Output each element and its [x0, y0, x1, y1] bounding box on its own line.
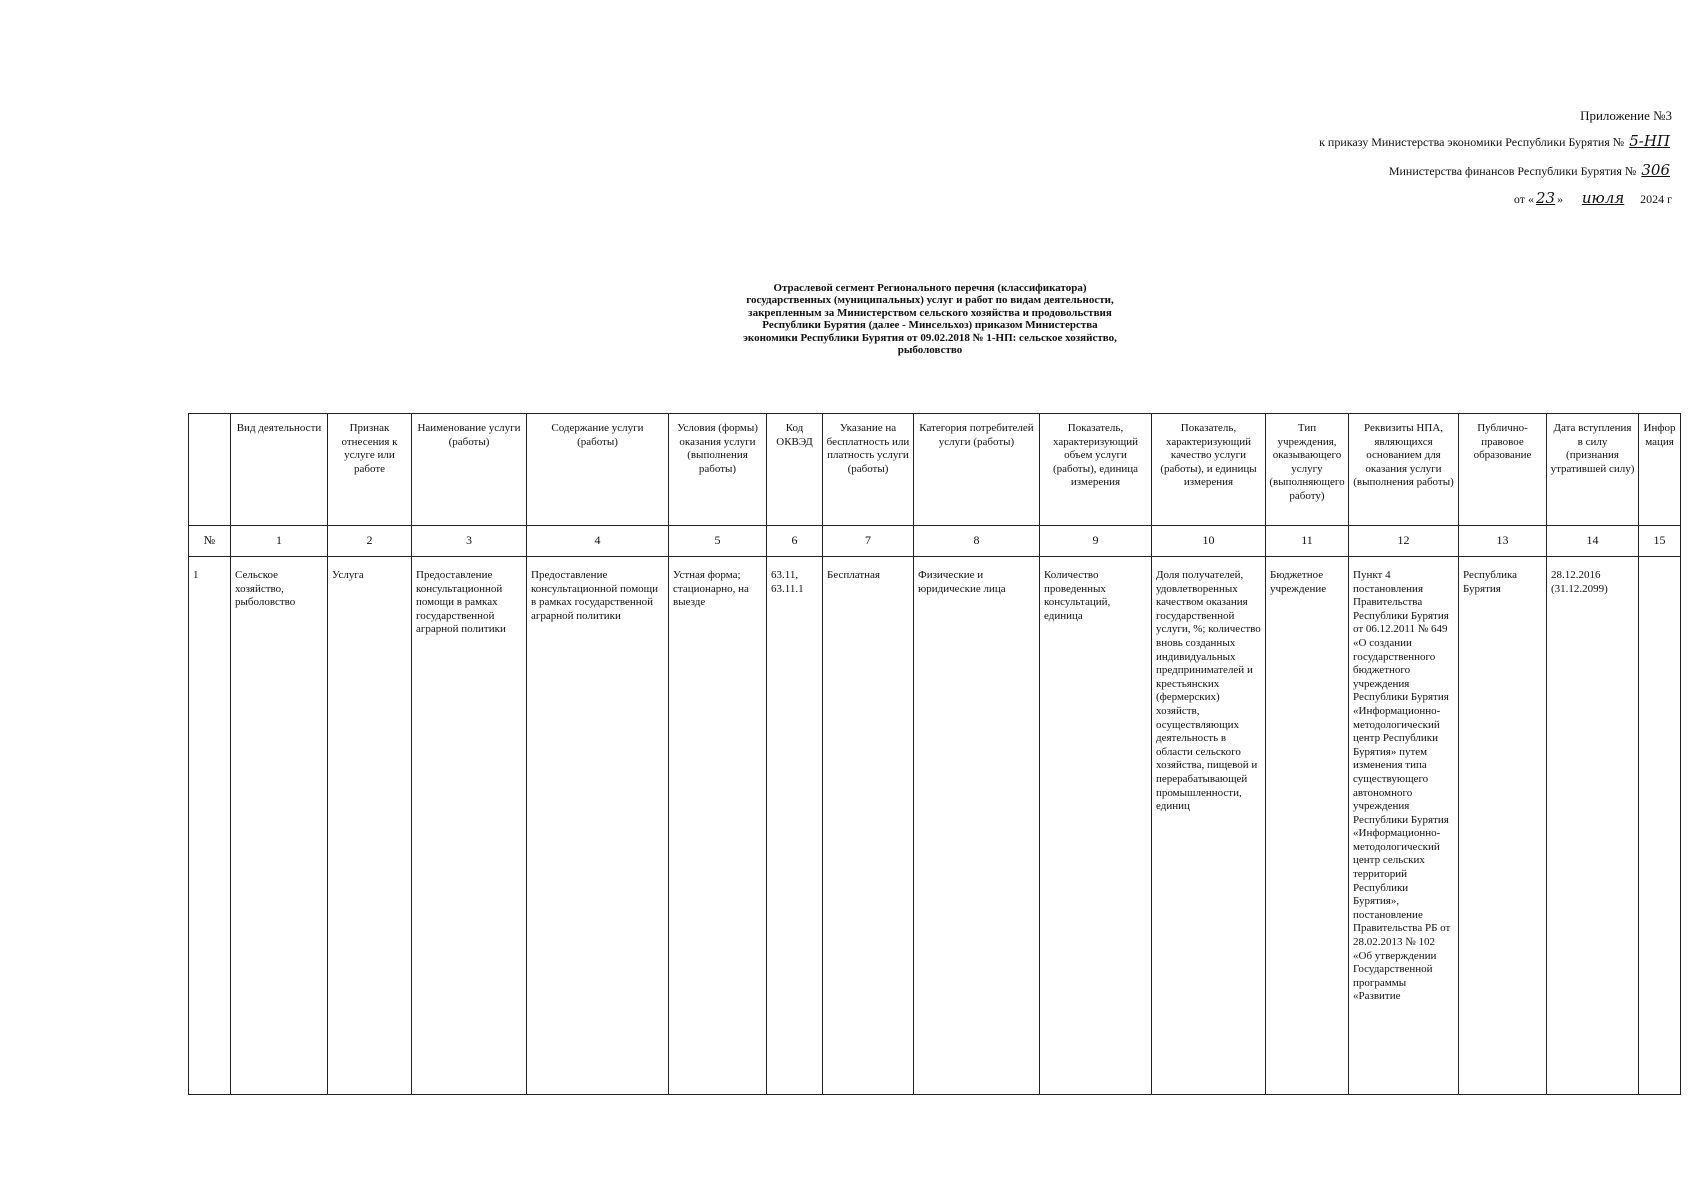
header-cell: Категория потребителей услуги (работы) [914, 414, 1040, 526]
header-cell: Показатель, характеризующий объем услуги (работы), единица измерения [1040, 414, 1152, 526]
finance-number: 306 [1641, 161, 1670, 179]
finance-prefix: Министерства финансов Республики Бурятия № [1388, 164, 1637, 178]
column-number: 11 [1266, 526, 1349, 557]
column-number: 6 [767, 526, 823, 557]
order-number: 5-НП [1629, 132, 1670, 150]
table-cell: Пункт 4 постановления Правительства Республики Бурятия от 06.12.2011 № 649 «О создании государственного бюджетного учреждения Республики Бурятия «Информационно-методологический центр Республики Бурятия» путем изменения типа существующего автономного учреждения Республики Бурятия «Информационно-методологический центр сельских территорий Республики Бурятия», постановление Правительства РБ от 28.02.2013 № 102 «Об утверждении Государственной программы «Развитие [1349, 557, 1459, 1095]
date-day: 23 [1535, 189, 1556, 207]
column-number: 12 [1349, 526, 1459, 557]
column-number: 9 [1040, 526, 1152, 557]
table-cell: Устная форма; стационарно, на выезде [669, 557, 767, 1095]
header-cell: Признак отнесения к услуге или работе [328, 414, 412, 526]
table-cell: Республика Бурятия [1459, 557, 1547, 1095]
column-number: 10 [1152, 526, 1266, 557]
column-number: 7 [823, 526, 914, 557]
finance-line [1389, 162, 1672, 179]
table-row [189, 557, 1681, 1095]
column-number: 3 [412, 526, 527, 557]
column-number: № [189, 526, 231, 557]
header-cell: Условия (формы) оказания услуги (выполнения работы) [669, 414, 767, 526]
column-number: 4 [527, 526, 669, 557]
table-cell: Сельское хозяйство, рыболовство [231, 557, 328, 1095]
table-cell: 63.11, 63.11.1 [767, 557, 823, 1095]
table-cell: Бюджетное учреждение [1266, 557, 1349, 1095]
header-cell [189, 414, 231, 526]
header-cell: Содержание услуги (работы) [527, 414, 669, 526]
table-cell [1639, 557, 1681, 1095]
date-prefix: от « [1513, 192, 1534, 206]
header-cell: Код ОКВЭД [767, 414, 823, 526]
document-title: Отраслевой сегмент Регионального перечня (классификатора) государственных (муниципальных) услуг и работ по видам деятельности, закрепленным за Министерством сельского хозяйства и продовольствия Республики Бурятия (далее - Минсельхоз) приказом Министерства экономики Республики Бурятия от 09.02.2018 № 1-НП: сельское хозяйство, рыболовство [743, 282, 1117, 357]
header-cell: Показатель, характеризующий качество услуги (работы), и единицы измерения [1152, 414, 1266, 526]
date-year: 2024 г [1640, 192, 1672, 206]
date-month: июля [1581, 189, 1625, 207]
order-prefix: к приказу Министерства экономики Республики Бурятия № [1319, 135, 1625, 149]
table-cell: Количество проведенных консультаций, единица [1040, 557, 1152, 1095]
header-cell: Указание на бесплатность или платность услуги (работы) [823, 414, 914, 526]
header-cell: Дата вступления в силу (признания утратившей силу) [1547, 414, 1639, 526]
appendix-label: Приложение №3 [1580, 108, 1672, 123]
header-cell: Тип учреждения, оказывающего услугу (выполняющего работу) [1266, 414, 1349, 526]
date-line [1514, 190, 1672, 207]
order-line [1319, 133, 1672, 150]
table-cell: Предоставление консультационной помощи в рамках государственной аграрной политики [527, 557, 669, 1095]
table-cell: Бесплатная [823, 557, 914, 1095]
header-cell: Наименование услуги (работы) [412, 414, 527, 526]
header-cell: Публично-правовое образование [1459, 414, 1547, 526]
date-sep: » [1557, 192, 1564, 206]
table-cell: Доля получателей, удовлетворенных качеством оказания государственной услуги, %; количество вновь созданных индивидуальных предпринимателей и крестьянских (фермерских) хозяйств, осуществляющих деятельность в области сельского хозяйства, пищевой и перерабатывающей промышленности, единиц [1152, 557, 1266, 1095]
column-number: 1 [231, 526, 328, 557]
header-cell: Информация [1639, 414, 1681, 526]
column-number-row [189, 526, 1681, 557]
registry-table [188, 413, 1681, 1095]
table-cell: 1 [189, 557, 231, 1095]
column-number: 8 [914, 526, 1040, 557]
header-cell: Реквизиты НПА, являющихся основанием для оказания услуги (выполнения работы) [1349, 414, 1459, 526]
column-number: 14 [1547, 526, 1639, 557]
column-number: 2 [328, 526, 412, 557]
table-cell: 28.12.2016 (31.12.2099) [1547, 557, 1639, 1095]
header-row [189, 414, 1681, 526]
table-cell: Физические и юридические лица [914, 557, 1040, 1095]
column-number: 15 [1639, 526, 1681, 557]
table-cell: Предоставление консультационной помощи в рамках государственной аграрной политики [412, 557, 527, 1095]
column-number: 5 [669, 526, 767, 557]
table-cell: Услуга [328, 557, 412, 1095]
column-number: 13 [1459, 526, 1547, 557]
header-cell: Вид деятельности [231, 414, 328, 526]
